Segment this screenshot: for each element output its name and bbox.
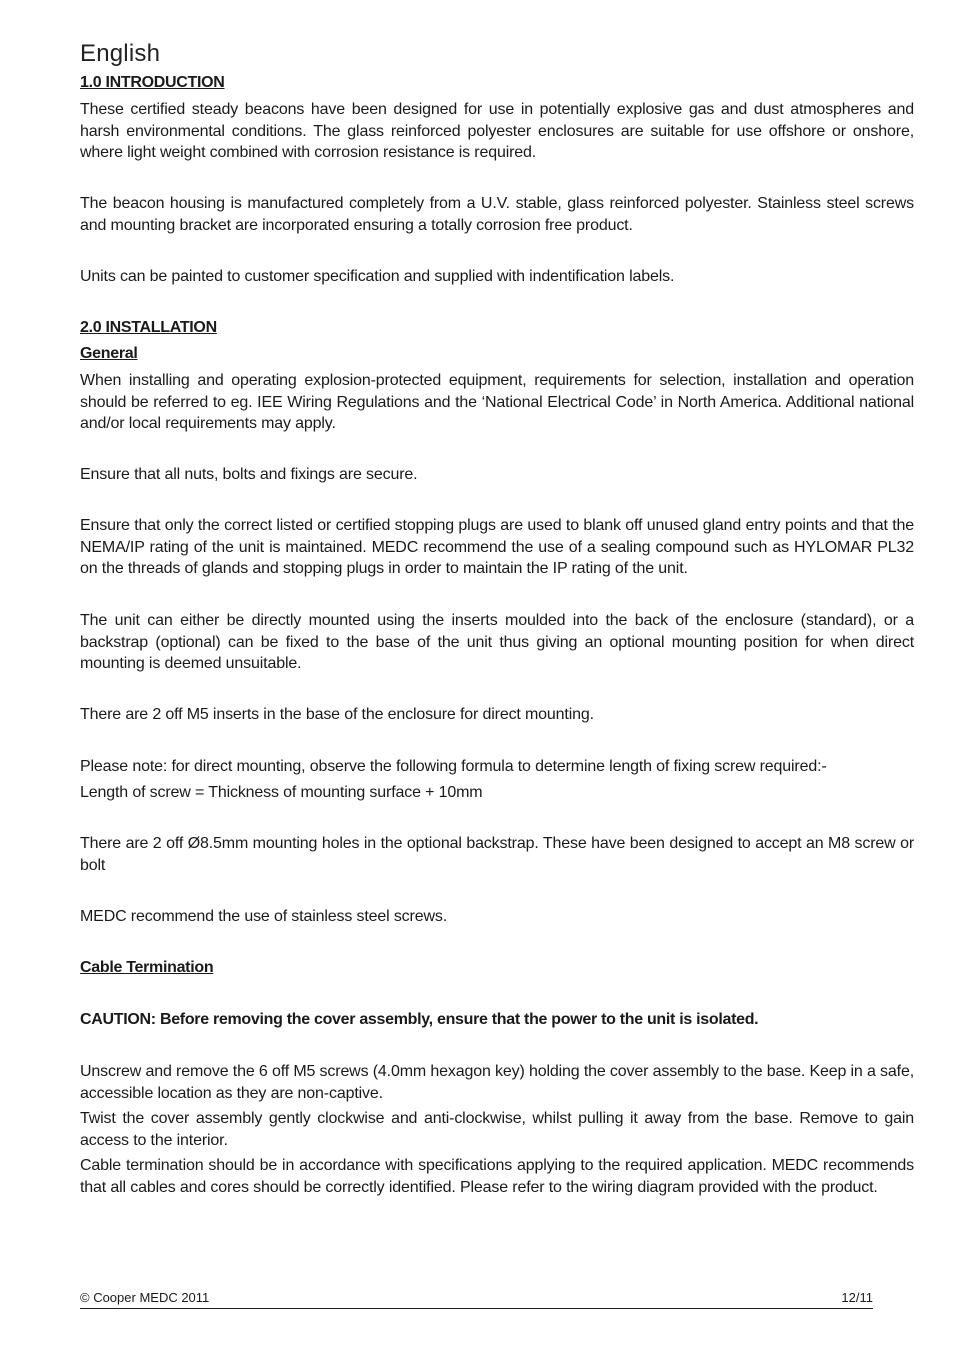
installation-paragraph-2: Ensure that all nuts, bolts and fixings are secure. xyxy=(80,466,418,483)
installation-paragraph-8: There are 2 off Ø8.5mm mounting holes in the optional backstrap. These have been designed to accept an M8 screw or bolt xyxy=(80,835,914,874)
cable-paragraph-2: Twist the cover assembly gently clockwise and anti-clockwise, whilst pulling it away from the base. Remove to gain access to the interior. xyxy=(80,1110,914,1149)
cable-paragraph-1: Unscrew and remove the 6 off M5 screws (4.0mm hexagon key) holding the cover assembly to the base. Keep in a safe, accessible location as they are non-captive. xyxy=(80,1063,914,1102)
caution-notice: CAUTION: Before removing the cover assembly, ensure that the power to the unit is isolated. xyxy=(80,1011,759,1028)
cable-termination-heading: Cable Termination xyxy=(80,959,214,976)
installation-paragraph-3: Ensure that only the correct listed or certified stopping plugs are used to blank off unused gland entry points and that the NEMA/IP rating of the unit is maintained. MEDC recommend the use of a sealing compound such as HYLOMAR PL32 on the threads of glands and stopping plugs in order to maintain the IP rating of the unit. xyxy=(80,517,914,577)
installation-paragraph-4: The unit can either be directly mounted using the inserts moulded into the back of the enclosure (standard), or a backstrap (optional) can be fixed to the base of the unit thus giving an optional mounting position for when direct mounting is deemed unsuitable. xyxy=(80,612,914,672)
footer-copyright: © Cooper MEDC 2011 xyxy=(80,1290,210,1305)
intro-paragraph-1: These certified steady beacons have been designed for use in potentially explosive gas and dust atmospheres and harsh environmental conditions. The glass reinforced polyester enclosures are suitable for use offshore or onshore, where light weight combined with corrosion resistance is required. xyxy=(80,101,914,161)
installation-paragraph-9: MEDC recommend the use of stainless steel screws. xyxy=(80,908,448,925)
language-label: English xyxy=(80,40,161,67)
footer-code: 12/11 xyxy=(841,1290,873,1305)
cable-paragraph-3: Cable termination should be in accordance with specifications applying to the required application. MEDC recommends that all cables and cores should be correctly identified. Please refer to the wiring diagram provided with the product. xyxy=(80,1157,914,1196)
installation-paragraph-1: When installing and operating explosion-protected equipment, requirements for selection, installation and operation should be referred to eg. IEE Wiring Regulations and the ‘National Electrical Code’ in North America. Additional national and/or local requirements may apply. xyxy=(80,372,914,432)
installation-paragraph-5: There are 2 off M5 inserts in the base of the enclosure for direct mounting. xyxy=(80,706,594,723)
installation-heading: 2.0 INSTALLATION xyxy=(80,319,217,336)
intro-paragraph-3: Units can be painted to customer specification and supplied with indentification labels. xyxy=(80,268,675,285)
page-footer xyxy=(80,1290,873,1309)
general-heading: General xyxy=(80,345,138,362)
intro-paragraph-2: The beacon housing is manufactured completely from a U.V. stable, glass reinforced polyester. Stainless steel screws and mounting bracket are incorporated ensuring a totally corrosion free product. xyxy=(80,195,914,234)
intro-heading: 1.0 INTRODUCTION xyxy=(80,74,225,91)
installation-paragraph-6: Please note: for direct mounting, observe the following formula to determine length of fixing screw required:- xyxy=(80,758,827,775)
installation-formula: Length of screw = Thickness of mounting surface + 10mm xyxy=(80,784,483,801)
